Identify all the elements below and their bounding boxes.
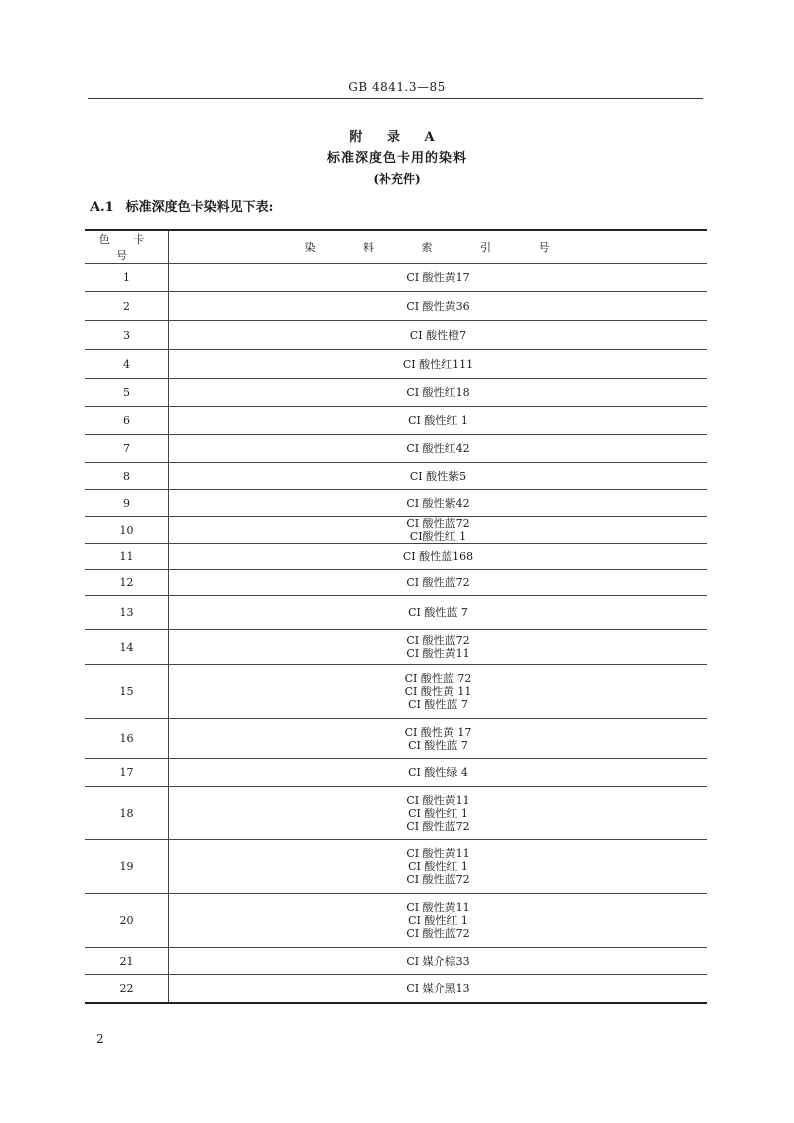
dye-entry: CI 酸性黄36: [406, 299, 470, 313]
card-number-cell: 15: [85, 665, 169, 719]
card-number-cell: 13: [85, 596, 169, 630]
dye-index-cell: [169, 463, 708, 490]
dye-entry: CI酸性红 1: [409, 530, 467, 543]
dye-entry: CI 酸性蓝168: [402, 550, 474, 563]
appendix-title-block: [0, 127, 794, 190]
column-header-card-number: 色 卡 号: [85, 230, 169, 264]
dye-entry: CI 酸性黄11: [406, 647, 470, 660]
dye-index-cell: [169, 759, 708, 787]
dye-table: [85, 229, 707, 1004]
table-row: [85, 544, 707, 570]
dye-entry: CI 酸性红 1: [408, 914, 468, 927]
table-row: [85, 665, 707, 719]
dye-index-cell: [169, 490, 708, 517]
card-number-cell: 4: [85, 350, 169, 379]
section-heading: [90, 196, 273, 215]
table-row: [85, 840, 707, 894]
dye-index-cell: [169, 435, 708, 463]
column-header-dye-index: 染 料 索 引 号: [304, 241, 572, 254]
page-number: 2: [96, 1032, 104, 1046]
card-number-cell: 11: [85, 544, 169, 570]
appendix-label: 附 录 A: [349, 130, 445, 145]
dye-index-cell: [169, 894, 708, 948]
dye-entry: CI 媒介棕33: [406, 954, 470, 968]
dye-index-cell: [169, 544, 708, 570]
dye-entry: CI 酸性蓝72: [406, 819, 470, 833]
table-row: [85, 321, 707, 350]
section-text: 标准深度色卡染料见下表:: [125, 200, 274, 215]
table-row: [85, 350, 707, 379]
card-number-cell: 18: [85, 787, 169, 840]
document-code-header: GB 4841.3—85: [348, 80, 446, 94]
table-row: [85, 719, 707, 759]
dye-table-body: [85, 264, 707, 1003]
dye-index-cell: [169, 719, 708, 759]
dye-entry: CI 媒介黑13: [406, 981, 470, 995]
card-number-cell: 19: [85, 840, 169, 894]
card-number-cell: 12: [85, 570, 169, 596]
card-number-cell: 6: [85, 407, 169, 435]
dye-entry: CI 酸性黄11: [406, 901, 470, 914]
dye-entry: CI 酸性黄 11: [404, 685, 472, 698]
page-subtitle: (补充件): [373, 172, 421, 186]
dye-index-cell: [169, 407, 708, 435]
dye-entry: CI 酸性黄11: [406, 847, 470, 860]
card-number-cell: 5: [85, 379, 169, 407]
table-header-row: [85, 230, 707, 264]
header-divider: [88, 98, 703, 99]
dye-index-cell: [169, 264, 708, 292]
dye-index-cell: [169, 570, 708, 596]
table-row: [85, 570, 707, 596]
table-row: [85, 596, 707, 630]
card-number-cell: 2: [85, 292, 169, 321]
dye-index-cell: [169, 350, 708, 379]
table-row: [85, 463, 707, 490]
card-number-cell: 21: [85, 948, 169, 975]
page-title: 标准深度色卡用的染料: [326, 151, 467, 166]
table-row: [85, 435, 707, 463]
card-number-cell: 9: [85, 490, 169, 517]
dye-index-cell: [169, 321, 708, 350]
table-row: [85, 517, 707, 544]
card-number-cell: 10: [85, 517, 169, 544]
table-row: [85, 759, 707, 787]
dye-entry: CI 酸性红18: [406, 386, 470, 399]
dye-entry: CI 酸性红 1: [408, 806, 468, 820]
table-row: [85, 490, 707, 517]
table-row: [85, 894, 707, 948]
dye-index-cell: [169, 975, 708, 1003]
table-row: [85, 948, 707, 975]
dye-entry: CI 酸性紫5: [409, 469, 467, 483]
dye-entry: CI 酸性红 1: [408, 414, 468, 427]
dye-entry: CI 酸性橙7: [409, 328, 467, 342]
dye-entry: CI 酸性蓝 72: [404, 672, 472, 685]
card-number-cell: 8: [85, 463, 169, 490]
dye-entry: CI 酸性黄17: [406, 271, 470, 284]
card-number-cell: 22: [85, 975, 169, 1003]
dye-index-cell: [169, 630, 708, 665]
section-number: A.1: [90, 200, 114, 215]
dye-entry: CI 酸性蓝 7: [408, 606, 468, 619]
card-number-cell: 17: [85, 759, 169, 787]
dye-entry: CI 酸性蓝72: [406, 517, 470, 530]
dye-index-cell: [169, 665, 708, 719]
card-number-cell: 1: [85, 264, 169, 292]
card-number-cell: 20: [85, 894, 169, 948]
dye-entry: CI 酸性蓝72: [406, 634, 470, 647]
dye-entry: CI 酸性蓝 7: [408, 738, 468, 752]
dye-index-cell: [169, 292, 708, 321]
dye-index-cell: [169, 948, 708, 975]
table-row: [85, 630, 707, 665]
dye-entry: CI 酸性蓝72: [406, 576, 470, 589]
dye-entry: CI 酸性蓝72: [406, 873, 470, 886]
dye-entry: CI 酸性绿 4: [408, 766, 468, 779]
card-number-cell: 14: [85, 630, 169, 665]
dye-entry: CI 酸性蓝72: [406, 927, 470, 940]
table-row: [85, 407, 707, 435]
table-row: [85, 292, 707, 321]
dye-index-cell: [169, 787, 708, 840]
dye-entry: CI 酸性蓝 7: [408, 698, 468, 711]
dye-entry: CI 酸性红111: [402, 357, 474, 371]
card-number-cell: 7: [85, 435, 169, 463]
dye-index-cell: [169, 840, 708, 894]
dye-index-cell: [169, 596, 708, 630]
dye-entry: CI 酸性黄11: [406, 793, 470, 807]
dye-entry: CI 酸性红42: [406, 442, 470, 455]
table-row: [85, 787, 707, 840]
table-row: [85, 264, 707, 292]
card-number-cell: 3: [85, 321, 169, 350]
dye-entry: CI 酸性红 1: [408, 860, 468, 873]
dye-index-cell: [169, 517, 708, 544]
dye-entry: CI 酸性紫42: [406, 496, 470, 510]
dye-index-cell: [169, 379, 708, 407]
card-number-cell: 16: [85, 719, 169, 759]
dye-entry: CI 酸性黄 17: [404, 725, 472, 739]
table-row: [85, 975, 707, 1003]
table-row: [85, 379, 707, 407]
